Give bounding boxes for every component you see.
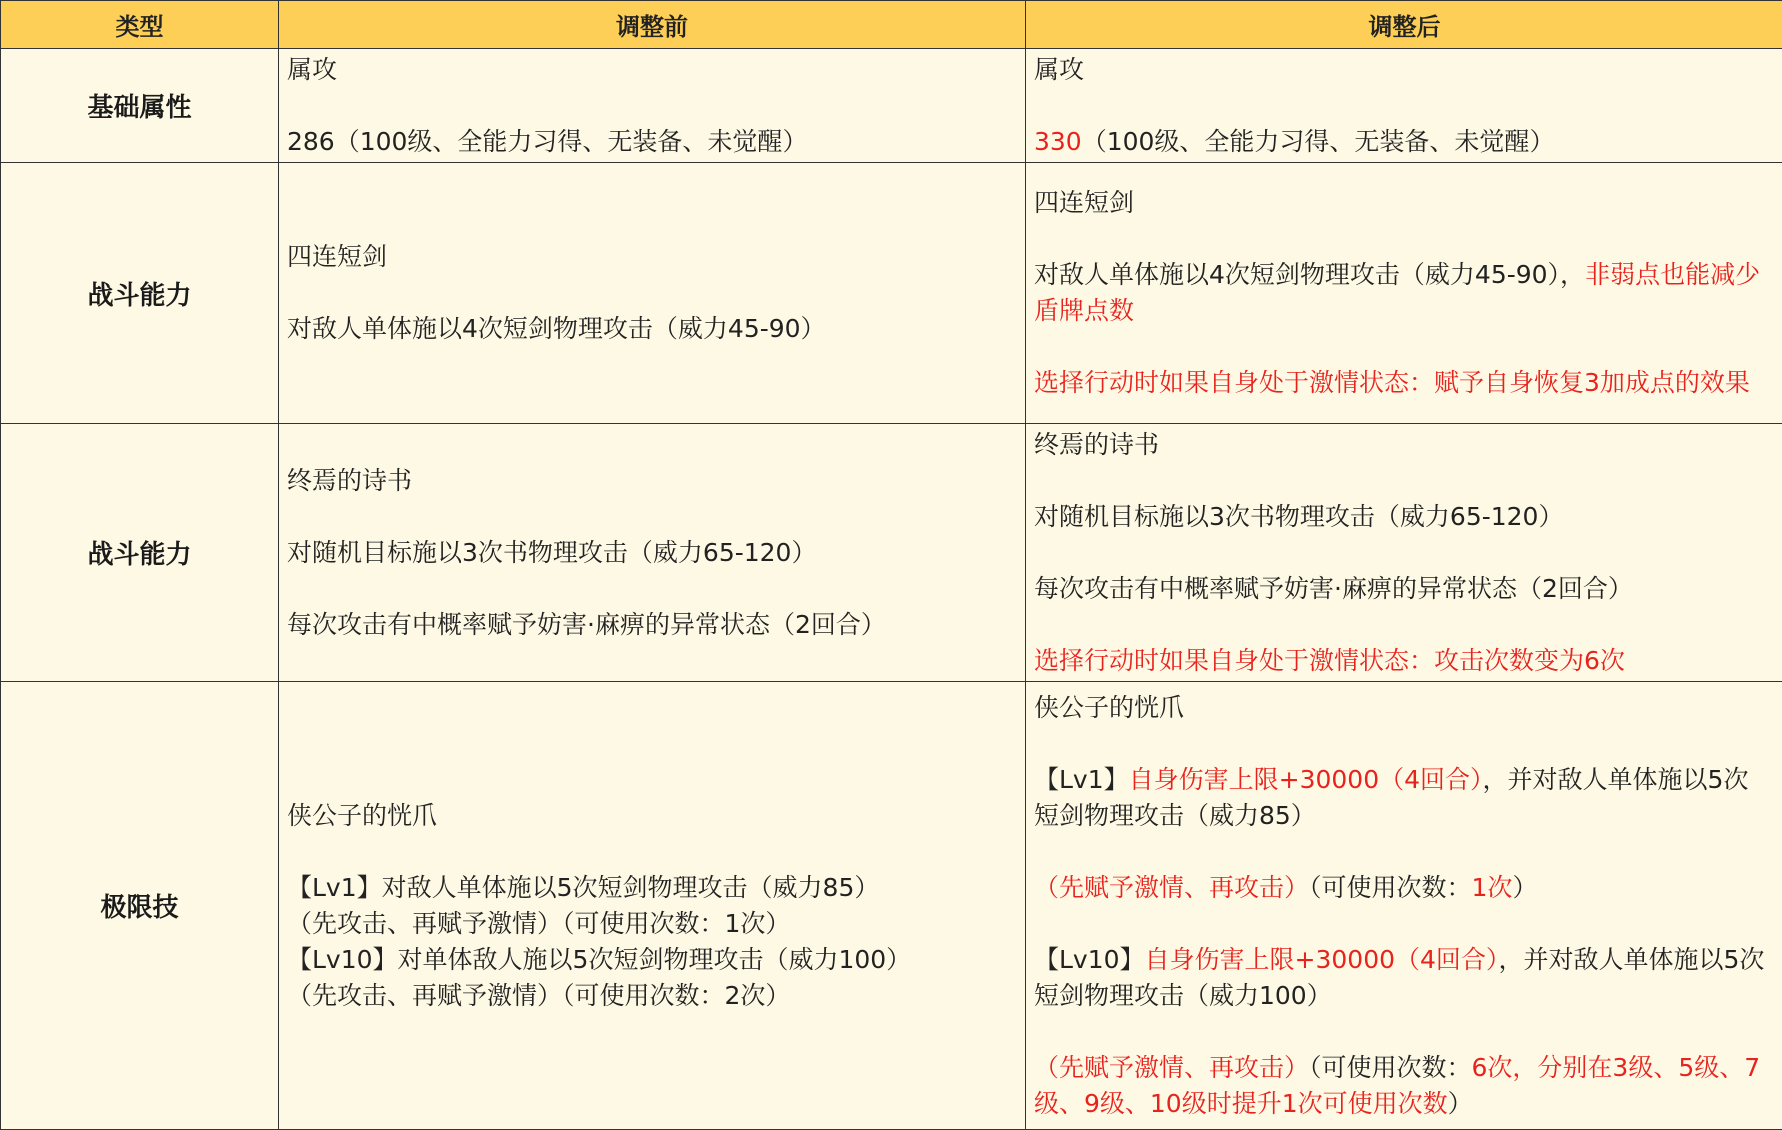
skill-extra: 选择行动时如果自身处于激情状态：攻击次数变为6次 [1034, 645, 1625, 675]
before-cell [279, 424, 1026, 682]
before-cell [279, 682, 1026, 1130]
row-type: 极限技 [1, 682, 279, 1130]
skill-title: 侠公子的恍爪 [287, 800, 438, 830]
skill-desc-change: 非弱点也能减少盾牌点数 [1034, 260, 1761, 325]
before-cell [279, 49, 1026, 163]
stat-note: （100级、全能力习得、无装备、未觉醒） [334, 126, 808, 156]
skill-desc-2: 每次攻击有中概率赋予妨害·麻痹的异常状态（2回合） [287, 609, 886, 639]
stat-title: 属攻 [287, 54, 338, 84]
after-cell [1026, 163, 1782, 424]
lv10-prefix: 【Lv10】 [1034, 944, 1145, 974]
row-type: 基础属性 [1, 49, 279, 163]
skill-title: 四连短剑 [1034, 188, 1135, 217]
lv10-note-count: 6次，分别在3级、5级、7级、9级、10级时提升1次可使用次数 [1034, 1052, 1761, 1118]
lv1-desc [1034, 762, 1771, 834]
lv1-desc: 【Lv1】对敌人单体施以5次短剑物理攻击（威力85） [287, 872, 880, 902]
header-row [1, 1, 1782, 49]
row-type: 战斗能力 [1, 163, 279, 424]
table-row [1, 682, 1782, 1130]
lv1-change: 自身伤害上限+30000（4回合） [1128, 764, 1483, 794]
lv1-note-end: ） [1512, 872, 1538, 902]
lv1-note [1034, 870, 1771, 906]
skill-title: 四连短剑 [287, 242, 388, 271]
skill-title: 侠公子的恍爪 [1034, 692, 1185, 722]
after-cell [1026, 424, 1782, 682]
lv10-change: 自身伤害上限+30000（4回合） [1144, 944, 1499, 974]
skill-desc: 对敌人单体施以4次短剑物理攻击（威力45-90） [287, 314, 826, 343]
skill-title: 终焉的诗书 [287, 465, 413, 495]
lv1-rest: ，并对敌人单体施以5次短剑物理攻击（威力85） [1034, 764, 1749, 830]
skill-extra: 选择行动时如果自身处于激情状态：赋予自身恢复3加成点的效果 [1034, 368, 1750, 397]
stat-note: （100级、全能力习得、无装备、未觉醒） [1081, 126, 1555, 156]
lv10-desc [1034, 942, 1771, 1014]
row-type: 战斗能力 [1, 424, 279, 682]
lv10-note-change: （先赋予激情、再攻击） [1034, 1052, 1310, 1082]
lv1-prefix: 【Lv1】 [1034, 764, 1129, 794]
lv1-note-count: 1次 [1471, 872, 1513, 902]
lv1-note-change: （先赋予激情、再攻击） [1034, 872, 1310, 902]
skill-title: 终焉的诗书 [1034, 429, 1160, 459]
skill-desc: 对随机目标施以3次书物理攻击（威力65-120） [287, 537, 817, 567]
header-after: 调整后 [1026, 1, 1782, 49]
lv10-note [1034, 1050, 1771, 1122]
after-cell [1026, 49, 1782, 163]
stat-value-line [1034, 124, 1771, 160]
after-cell [1026, 682, 1782, 1130]
stat-value-line [287, 124, 1013, 160]
lv10-note-end: ） [1447, 1088, 1473, 1118]
skill-desc-text: 对敌人单体施以4次短剑物理攻击（威力45-90）， [1034, 260, 1586, 289]
skill-desc [1034, 257, 1771, 329]
stat-title: 属攻 [1034, 54, 1085, 84]
header-before: 调整前 [279, 1, 1026, 49]
header-type: 类型 [1, 1, 279, 49]
lv10-desc: 【Lv10】对单体敌人施以5次短剑物理攻击（威力100） [287, 944, 912, 974]
stat-value: 330 [1034, 126, 1082, 156]
table-row [1, 49, 1782, 163]
before-cell [279, 163, 1026, 424]
skill-desc-2: 每次攻击有中概率赋予妨害·麻痹的异常状态（2回合） [1034, 573, 1633, 603]
lv1-note: （先攻击、再赋予激情）（可使用次数：1次） [287, 908, 791, 938]
lv10-note: （先攻击、再赋予激情）（可使用次数：2次） [287, 980, 791, 1010]
skill-desc: 对随机目标施以3次书物理攻击（威力65-120） [1034, 501, 1564, 531]
stat-value: 286 [287, 126, 335, 156]
table-row [1, 163, 1782, 424]
table-row [1, 424, 1782, 682]
lv10-rest: ，并对敌人单体施以5次短剑物理攻击（威力100） [1034, 944, 1765, 1010]
lv10-note-label: （可使用次数： [1309, 1052, 1472, 1082]
lv1-note-label: （可使用次数： [1309, 872, 1472, 902]
